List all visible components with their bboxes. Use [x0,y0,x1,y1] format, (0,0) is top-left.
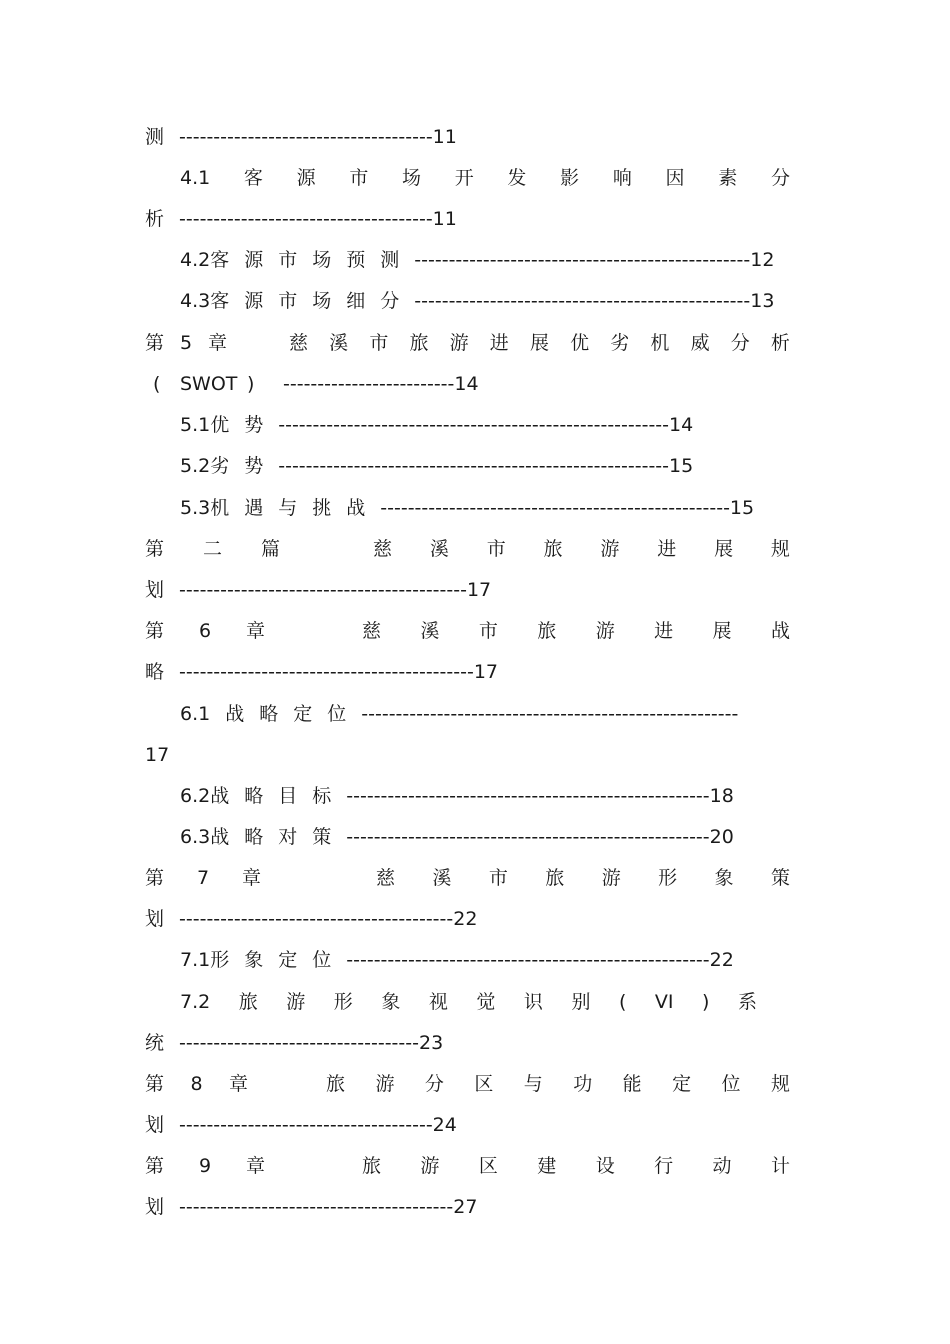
toc-entry-char: 6.3战 [180,826,230,848]
toc-entry-char: 略 [259,703,279,725]
toc-entry-char: 进 [654,620,674,642]
toc-leader-page: -------------------------------------------------12 [414,249,775,271]
toc-entry-char: 略 [244,826,264,848]
toc-line [180,452,693,480]
toc-entry-char: 第 [145,620,165,642]
toc-entry-char: 形 [333,991,353,1013]
toc-leader-page: -------------------------------------11 [179,126,457,148]
toc-entry-char: 9 [198,1155,212,1177]
toc-entry-char: 分 [424,1073,444,1095]
toc-entry-char: 战 [346,497,366,519]
toc-entry-title: 析 [145,208,165,230]
toc-entry-char: 策 [312,826,332,848]
toc-entry-char: 挑 [312,497,332,519]
toc-entry-char: 视 [428,991,448,1013]
toc-entry-char: 因 [665,167,685,189]
toc-line [180,782,734,810]
toc-entry-char: 素 [718,167,738,189]
toc-entry-char: 章 [228,1073,248,1095]
toc-entry-char: 预 [346,249,366,271]
toc-entry-char: 章 [245,620,265,642]
toc-entry-char: 游 [449,332,469,354]
toc-entry-char: 客 [243,167,263,189]
toc-entry-title: 略 [145,661,165,683]
toc-leader-page: ---------------------------------------------------15 [380,497,755,519]
toc-line [145,1193,477,1221]
chapter-title [326,1070,790,1098]
toc-entry-char: 市 [486,538,506,560]
toc-leader-page: ----------------------------------------27 [179,1196,478,1218]
toc-line [145,1070,790,1098]
toc-entry-char: 市 [278,290,298,312]
toc-page-number: 17 [145,744,170,766]
toc-entry-char: 细 [346,290,366,312]
toc-leader-page: -------------------------14 [283,373,479,395]
toc-entry-char: 定 [278,949,298,971]
toc-entry-char: 功 [573,1073,593,1095]
toc-entry-char: 慈 [373,538,393,560]
toc-entry-char: 5 [179,332,193,354]
toc-entry-char: 源 [244,249,264,271]
toc-entry-char: 与 [278,497,298,519]
toc-entry-char: 目 [278,785,298,807]
chapter-number [145,1070,248,1098]
toc-entry-char: VI [654,991,674,1013]
toc-entry-char: 析 [770,332,790,354]
toc-entry-char: 溪 [420,620,440,642]
toc-entry-char: 发 [507,167,527,189]
toc-entry-char: SWOT [180,373,238,395]
toc-entry-char: 影 [560,167,580,189]
toc-entry-char: 溪 [329,332,349,354]
toc-line [145,123,457,151]
toc-entry-char: 游 [595,620,615,642]
toc-entry-char: 计 [770,1155,790,1177]
toc-leader: ------------------------------------------------------- [361,703,739,725]
toc-line [180,246,774,274]
toc-entry-char: 旅 [545,867,565,889]
toc-line [145,1111,457,1139]
toc-entry-char: 战 [225,703,245,725]
toc-entry-char: 旅 [362,1155,382,1177]
toc-line [180,700,738,728]
toc-entry-char: 分 [730,332,750,354]
part-number [145,535,280,563]
toc-entry-char: 游 [286,991,306,1013]
toc-line [145,370,665,398]
toc-entry-char: 遇 [244,497,264,519]
toc-entry-char: 象 [714,867,734,889]
toc-entry-char: 旅 [326,1073,346,1095]
toc-entry-char: 7.2 [180,991,211,1013]
toc-entry-char: 游 [375,1073,395,1095]
toc-entry-char: 市 [478,620,498,642]
toc-entry-char: 略 [244,785,264,807]
toc-line [145,905,477,933]
toc-line [180,411,693,439]
toc-entry-char: 游 [600,538,620,560]
toc-entry-char: 游 [601,867,621,889]
toc-entry-char: 第 [145,1073,165,1095]
toc-entry-char: 章 [245,1155,265,1177]
toc-entry-char: 机 [650,332,670,354]
toc-entry-char: 区 [474,1073,494,1095]
toc-leader-page: ------------------------------------------17 [179,579,492,601]
part-title [373,535,790,563]
toc-entry-char: 与 [523,1073,543,1095]
chapter-number [145,1152,265,1180]
toc-leader-page: -------------------------------------------17 [179,661,498,683]
toc-entry-char: 市 [369,332,389,354]
toc-line [145,658,498,686]
toc-entry-char: 区 [478,1155,498,1177]
toc-entry-char: 响 [612,167,632,189]
toc-entry-char: 源 [244,290,264,312]
toc-leader-page: -------------------------------------------------13 [414,290,775,312]
chapter-title [362,1152,790,1180]
toc-entry-char: 劣 [610,332,630,354]
toc-entry-char: 7 [196,867,210,889]
toc-entry-char: 分 [770,167,790,189]
toc-line [145,535,790,563]
toc-entry-char: 位 [327,703,347,725]
toc-entry-char: 象 [244,949,264,971]
toc-entry-char: 溪 [429,538,449,560]
toc-entry-title: 划 [145,1196,165,1218]
toc-entry-char: 测 [380,249,400,271]
toc-entry-char: 市 [488,867,508,889]
toc-entry-char: 开 [454,167,474,189]
toc-entry-char: 别 [571,991,591,1013]
toc-entry-char: 战 [770,620,790,642]
toc-entry-char: 旅 [537,620,557,642]
toc-entry-char: 规 [770,1073,790,1095]
toc-entry-char: 7.1形 [180,949,230,971]
toc-entry-char: 章 [207,332,227,354]
toc-entry-char: ( [618,991,627,1013]
toc-entry-char: 8 [190,1073,203,1095]
toc-line [180,494,754,522]
toc-entry-char: 慈 [362,620,382,642]
toc-line [145,864,790,892]
toc-entry-char: 5.3机 [180,497,230,519]
toc-entry-char: 场 [402,167,422,189]
toc-leader-page: ---------------------------------------------------------14 [278,414,694,436]
toc-entry-char: ( [153,373,161,395]
toc-entry-title: 划 [145,1114,165,1136]
toc-entry-char: 觉 [476,991,496,1013]
toc-entry-char: 设 [595,1155,615,1177]
toc-entry-char: 4.2客 [180,249,230,271]
toc-entry-char: 进 [489,332,509,354]
toc-entry-char: 慈 [289,332,309,354]
toc-entry-char: 慈 [376,867,396,889]
toc-line [145,741,169,769]
toc-leader-page: -----------------------------------------------------20 [346,826,734,848]
toc-entry-char: 势 [244,455,264,477]
toc-entry-char: ) [247,373,255,395]
toc-entry-char: 优 [570,332,590,354]
toc-entry-char: 规 [770,538,790,560]
toc-entry-char: 分 [380,290,400,312]
toc-line [145,576,491,604]
toc-entry-char: 第 [145,538,165,560]
toc-line [145,205,457,233]
toc-line [145,617,790,645]
toc-line [145,1029,443,1057]
toc-entry-char: 旅 [543,538,563,560]
toc-entry-char: 源 [296,167,316,189]
toc-line [180,164,790,192]
chapter-number [145,617,265,645]
toc-entry-char: 市 [349,167,369,189]
toc-entry-char: 行 [654,1155,674,1177]
toc-entry-char: 溪 [432,867,452,889]
toc-entry-char: 策 [770,867,790,889]
toc-entry-char: 展 [714,538,734,560]
toc-entry-char: 定 [293,703,313,725]
toc-line [180,287,774,315]
toc-entry-char: 旅 [238,991,258,1013]
toc-entry-char: 动 [712,1155,732,1177]
toc-line [180,946,734,974]
toc-entry-char: 势 [244,414,264,436]
toc-entry-char: 建 [537,1155,557,1177]
chapter-title [362,617,790,645]
toc-leader-page: ----------------------------------------22 [179,908,478,930]
toc-entry-char: 标 [312,785,332,807]
chapter-title [376,864,790,892]
toc-entry-char: 市 [278,249,298,271]
toc-leader-page: -------------------------------------11 [179,208,457,230]
toc-entry-char: 形 [658,867,678,889]
toc-entry-char: ) [702,991,710,1013]
toc-entry-char: 场 [312,249,332,271]
toc-entry-char: 二 [202,538,222,560]
toc-entry-char: 场 [312,290,332,312]
toc-leader-page: -----------------------------------------------------22 [346,949,734,971]
toc-entry-title: 统 [145,1032,165,1054]
toc-entry-char: 6 [198,620,212,642]
toc-leader-page: -------------------------------------24 [179,1114,457,1136]
toc-entry-char: 第 [145,1155,165,1177]
toc-entry-char: 5.1优 [180,414,230,436]
toc-entry-char: 对 [278,826,298,848]
toc-entry-title: 测 [145,126,165,148]
toc-entry-char: 4.1 [180,167,211,189]
toc-entry-title: 划 [145,579,165,601]
chapter-title [289,329,790,357]
toc-leader-page: -----------------------------------------------------18 [346,785,734,807]
toc-entry-char: 定 [672,1073,692,1095]
chapter-number [145,329,227,357]
toc-entry-char: 章 [241,867,261,889]
toc-entry-char: 系 [737,991,757,1013]
toc-line [180,823,734,851]
toc-entry-char: 6.2战 [180,785,230,807]
toc-entry-char: 展 [529,332,549,354]
toc-entry-char: 能 [622,1073,642,1095]
toc-entry-char: 识 [523,991,543,1013]
chapter-number [145,864,261,892]
toc-entry-title: 划 [145,908,165,930]
toc-entry-char: 旅 [409,332,429,354]
toc-entry-char: 位 [312,949,332,971]
toc-entry-char: 进 [657,538,677,560]
toc-entry-char: 展 [712,620,732,642]
toc-entry-char: 6.1 [180,703,211,725]
toc-line [145,1152,790,1180]
toc-leader-page: -----------------------------------23 [179,1032,444,1054]
toc-entry-char: 象 [381,991,401,1013]
toc-entry-char: 位 [721,1073,741,1095]
toc-line [180,988,757,1016]
toc-entry-char: 篇 [260,538,280,560]
toc-leader-page: ---------------------------------------------------------15 [278,455,694,477]
toc-entry-char: 威 [690,332,710,354]
toc-entry-char: 第 [145,867,165,889]
toc-line [145,329,790,357]
toc-entry-char: 游 [420,1155,440,1177]
toc-entry-char: 4.3客 [180,290,230,312]
toc-entry-char: 第 [145,332,165,354]
toc-entry-char: 5.2劣 [180,455,230,477]
